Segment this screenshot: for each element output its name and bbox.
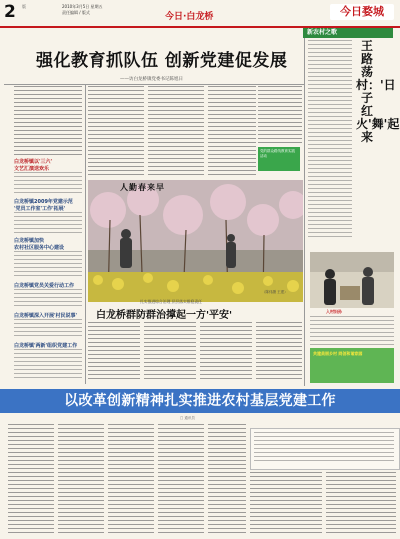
paper-logo: 今日婺城 [330,4,394,20]
mid-text-col-4 [256,322,302,382]
brief-headline: 白龙桥镇加快 [14,238,45,244]
mid-story-headline: 白龙桥群防群治撑起一方'平安' [96,310,233,321]
brief-headline: 白龙桥镇2009年党建示范 [14,199,73,205]
mid-text-col-1 [88,322,140,382]
page-label: 版 [22,4,26,9]
orchard-photo-illustration [88,180,303,302]
people-photo-illustration [310,252,394,308]
brief-text [14,319,82,339]
mid-story-kicker: 扎实推进综合治理 层层落实维稳责任 [140,299,202,304]
boxed-sidebar-text [254,432,394,464]
sidebar-feature-headline: 王路荡村：'日子红火'舞'起来 [356,39,400,144]
brief-headline: 白龙桥镇以'三六' [14,159,53,165]
masthead [0,0,400,28]
brief-headline: 农村社区服务中心建设 [14,245,65,251]
bottom-text-col-2 [58,424,104,534]
lead-text-col-2 [88,86,144,176]
sidebar-tag: 新农村之歌 [303,28,393,38]
mid-text-col-3 [200,322,252,382]
bottom-text-col-5 [208,424,246,534]
mid-text-col-2 [144,322,196,382]
bottom-text-col-4 [158,424,204,534]
right-photo-caption: 入村妇孙 [326,309,342,314]
sidebar-text [308,40,352,240]
section-title: 今日·白龙桥 [165,12,214,22]
photo-headline: 人勤春来早 [120,182,165,192]
banner-headline: 以改革创新精神扎实推进农村基层党建工作 [64,393,336,409]
right-text [310,316,394,346]
lead-text-col-5 [258,86,302,144]
date-line: 2010年3月5日 星期五 [62,4,103,9]
brief-text [14,289,82,309]
brief-text [14,172,82,196]
masthead-info [62,4,103,16]
banner-byline: □ 通讯员 [180,416,195,420]
lead-subhead: ——访白龙桥镇党委书记陈旭日 [120,77,183,82]
brief-text [14,251,82,279]
column-rule [85,84,86,384]
brief-headline: 白龙桥镇党员关爱行动工作 [14,283,75,289]
bottom-text-col-3 [108,424,154,534]
brief-text [14,349,82,381]
page-number: 2 [4,2,16,22]
right-advert: 共建美丽乡村 同创和谐家园 [310,348,394,383]
bottom-text-col-1 [8,424,54,534]
feature-photo [88,180,303,302]
brief-headline: 文艺汇演送欢乐 [14,166,50,172]
column-rule [304,28,305,386]
bottom-text-col-6 [250,472,322,534]
brief-headline: 白龙桥镇深入开展'村民说事' [14,313,78,319]
editor-line: 责任编辑 / 版式 [62,10,90,15]
green-notice: 党的群众路线教育实践活动 [258,147,300,171]
right-photo [310,252,394,308]
lead-headline: 强化教育抓队伍 创新党建促发展 [36,51,288,71]
photo-caption: （陈伟摄 王建） [262,290,288,294]
row-rule [4,84,304,85]
lead-text-col-1 [14,86,82,156]
bottom-text-col-7 [326,472,396,534]
lead-text-col-4 [208,86,256,176]
brief-headline: '党员工作室'工作'拓展' [14,206,66,212]
lead-text-col-3 [148,86,204,176]
brief-headline: 白龙桥镇'两新'组织党建工作 [14,343,78,349]
brief-text [14,212,82,234]
